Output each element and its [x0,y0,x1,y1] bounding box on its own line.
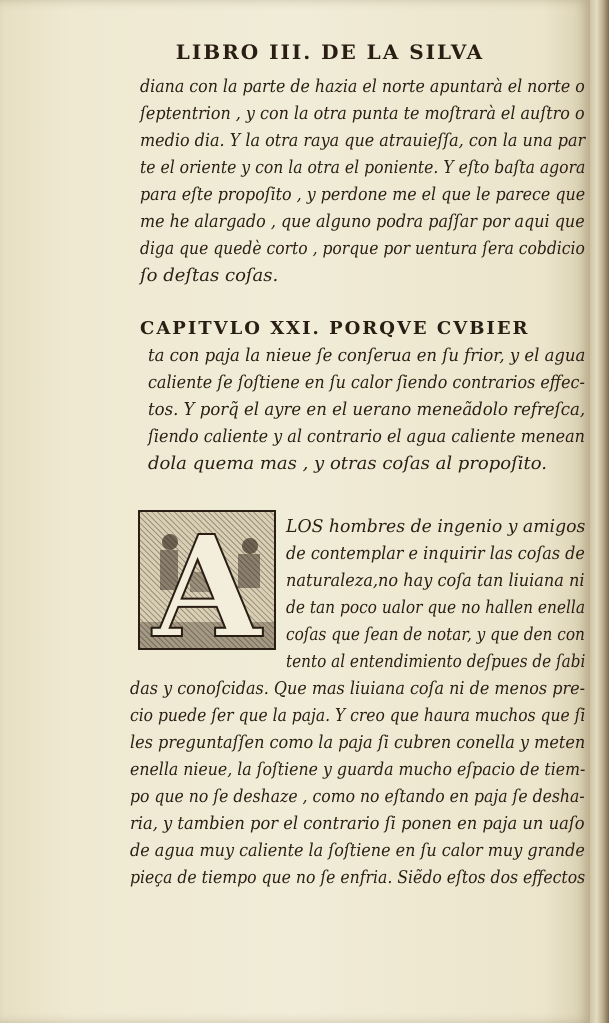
text-line: cio puede ſer que la paja. Y creo que haura muchos que ſi [130,705,586,726]
text-line: les preguntaſſen como la paja ſi cubren conella y meten [130,732,586,753]
text-line: para eſte propoſito , y perdone me el que le parece que [140,184,586,205]
page-edge [590,0,609,1023]
chapter-summary-line: tos. Y porq̃ el ayre en el uerano meneãdolo refreſca, [148,399,586,420]
text-line: ria, y tambien por el contrario ſi ponen en paja un uaſo [130,813,585,834]
text-line: tento al entendimiento deſpues de ſabi [286,651,586,672]
text-line: das y conoſcidas. Que mas liuiana coſa ni de menos pre- [130,678,585,699]
text-line: medio dia. Y la otra raya que atrauieſſa, con la una par [140,130,586,151]
initial-letter: A [152,506,262,670]
text-line: de tan poco ualor que no hallen enella [286,597,586,618]
chapter-summary-line: dola quema mas , y otras coſas al propoſito. [148,453,548,474]
text-line: de agua muy caliente la ſoſtiene en ſu calor muy grande [130,840,585,861]
text-line: ſeptentrion , y con la otra punta te moſtrarà el auſtro o [140,103,585,124]
text-line: enella nieue, la ſoſtiene y guarda mucho eſpacio de tiem- [130,759,586,780]
text-line: te el oriente y con la otra el poniente. Y eſto baſta agora [140,157,586,178]
text-line: me he alargado , que alguno podra paſſar por aqui que [140,211,585,232]
text-line: de contemplar e inquirir las coſas de [286,543,585,564]
chapter-summary-line: caliente ſe ſoſtiene en ſu calor ſiendo contrarios effec- [148,372,585,393]
text-line: naturaleza,no hay coſa tan liuiana ni [286,570,585,591]
running-header: LIBRO III. DE LA SILVA [175,40,485,64]
decorated-initial [138,506,276,670]
text-line: coſas que ſean de notar, y que den con [286,624,585,645]
chapter-summary-line: ſiendo caliente y al contrario el agua caliente menean [148,426,585,447]
text-line: po que no ſe deshaze , como no eſtando en paja ſe desha- [130,786,585,807]
text-line: ſo deſtas coſas. [140,265,279,286]
chapter-heading: CAPITVLO XXI. PORQVE CVBIER [140,318,530,339]
text-line: diana con la parte de hazia el norte apuntarà el norte o [140,76,585,97]
text-line: diga que quedè corto , porque por uentura ſera cobdicio [140,238,585,259]
text-line: pieça de tiempo que no ſe enfria. Siẽdo eſtos dos effectos [130,867,586,888]
text-line: LOS hombres de ingenio y amigos [286,516,586,537]
chapter-summary-line: ta con paja la nieue ſe conſerua en ſu frior, y el agua [148,345,586,366]
